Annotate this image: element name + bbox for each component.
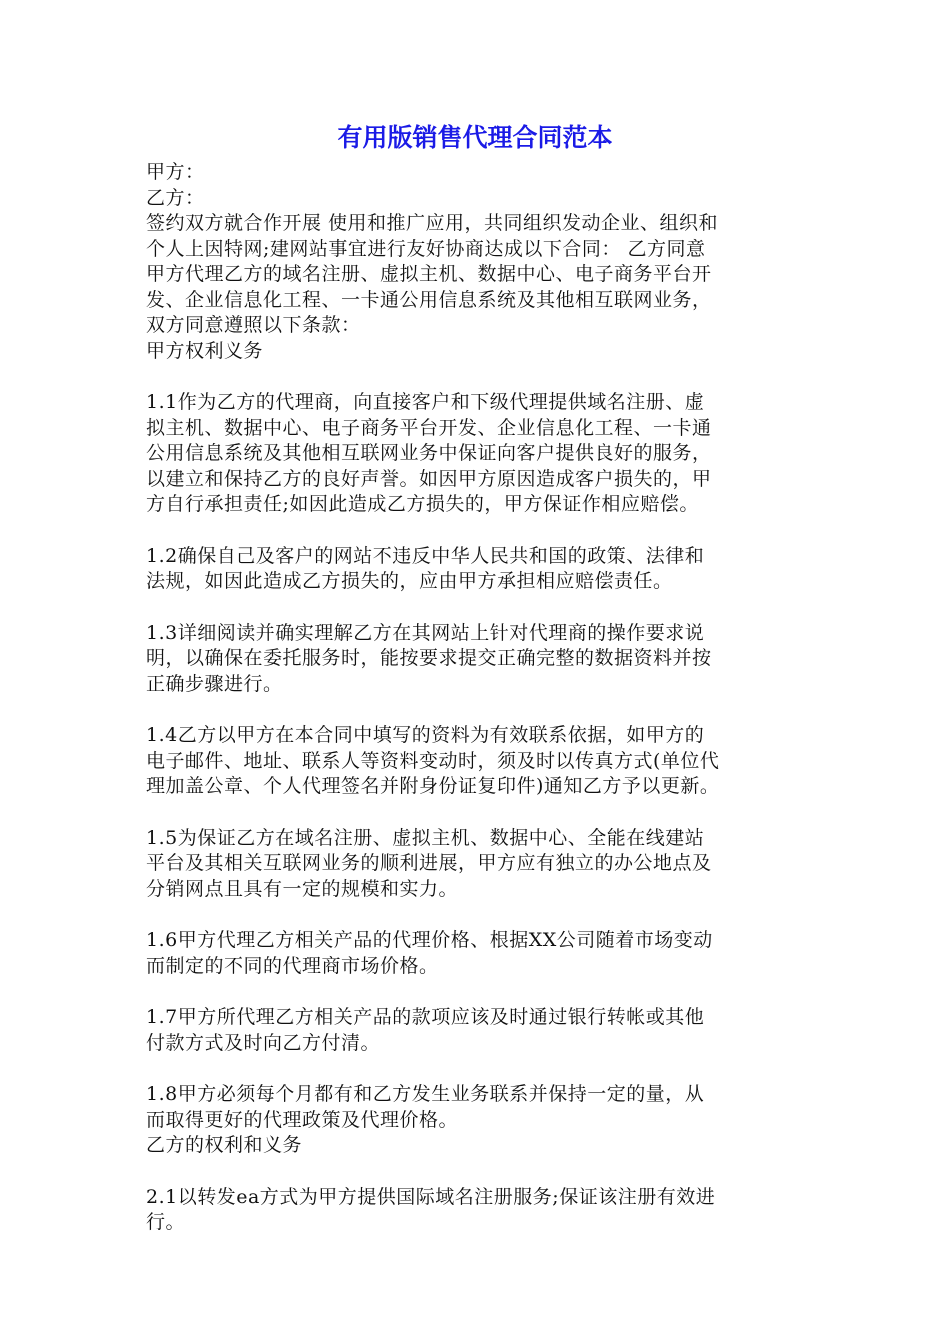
clause-line: 正确步骤进行。	[146, 672, 283, 695]
clause-line: 1.8甲方必须每个月都有和乙方发生业务联系并保持一定的量，从	[146, 1083, 705, 1105]
paragraph-gap	[146, 595, 814, 621]
document-title: 有用版销售代理合同范本	[337, 123, 613, 152]
paragraph-gap	[146, 697, 814, 723]
paragraph-gap	[146, 1056, 814, 1082]
intro-line: 发、企业信息化工程、一卡通公用信息系统及其他相互联网业务，	[146, 288, 712, 311]
clause-1-7	[146, 1005, 814, 1056]
paragraph-gap	[146, 1159, 814, 1185]
intro-line: 甲方代理乙方的域名注册、虚拟主机、数据中心、电子商务平台开	[146, 263, 712, 285]
clause-line: 公用信息系统及其他相互联网业务中保证向客户提供良好的服务，	[146, 442, 712, 464]
clause-line: 行。	[146, 1211, 186, 1233]
clause-1-4	[146, 723, 814, 800]
paragraph-gap	[146, 518, 814, 544]
paragraph-gap	[146, 979, 814, 1005]
clause-line: 而制定的不同的代理商市场价格。	[146, 954, 439, 977]
clause-1-3	[146, 621, 814, 698]
clause-line: 1.5为保证乙方在域名注册、虚拟主机、数据中心、全能在线建站	[146, 826, 705, 849]
clause-line: 明，以确保在委托服务时，能按要求提交正确完整的数据资料并按	[146, 647, 712, 669]
paragraph-gap	[146, 902, 814, 928]
document-body	[146, 160, 814, 1236]
clause-line: 而取得更好的代理政策及代理价格。	[146, 1108, 459, 1131]
clause-line: 1.1作为乙方的代理商，向直接客户和下级代理提供域名注册、虚	[146, 391, 705, 413]
clause-2-1	[146, 1185, 814, 1236]
clause-line: 方自行承担责任;如因此造成乙方损失的，甲方保证作相应赔偿。	[146, 493, 699, 515]
clause-line: 分销网点且具有一定的规模和实力。	[146, 877, 459, 900]
paragraph-gap	[146, 364, 814, 390]
clause-1-8	[146, 1082, 814, 1133]
clause-line: 理加盖公章、个人代理签名并附身份证复印件)通知乙方予以更新。	[146, 775, 720, 797]
clause-line: 1.6甲方代理乙方相关产品的代理价格、根据XX公司随着市场变动	[146, 929, 713, 951]
section-b-heading: 乙方的权利和义务	[146, 1134, 303, 1156]
paragraph-gap	[146, 800, 814, 826]
intro-line: 个人上因特网;建网站事宜进行友好协商达成以下合同： 乙方同意	[146, 237, 706, 260]
clause-line: 1.7甲方所代理乙方相关产品的款项应该及时通过银行转帐或其他	[146, 1006, 705, 1028]
clause-line: 电子邮件、地址、联系人等资料变动时，须及时以传真方式(单位代	[146, 749, 720, 772]
clause-line: 1.4乙方以甲方在本合同中填写的资料为有效联系依据，如甲方的	[146, 724, 705, 746]
clause-1-6	[146, 928, 814, 979]
intro-line: 双方同意遵照以下条款：	[146, 314, 361, 336]
clause-line: 1.3详细阅读并确实理解乙方在其网站上针对代理商的操作要求说	[146, 621, 705, 644]
clause-line: 付款方式及时向乙方付清。	[146, 1031, 381, 1054]
section-a-heading: 甲方权利义务	[146, 339, 264, 362]
clause-line: 平台及其相关互联网业务的顺利进展，甲方应有独立的办公地点及	[146, 852, 712, 874]
clause-line: 拟主机、数据中心、电子商务平台开发、企业信息化工程、一卡通	[146, 416, 712, 439]
clause-line: 1.2确保自己及客户的网站不违反中华人民共和国的政策、法律和	[146, 544, 705, 567]
clause-line: 法规，如因此造成乙方损失的，应由甲方承担相应赔偿责任。	[146, 570, 673, 592]
clause-1-5	[146, 826, 814, 903]
clause-line: 2.1以转发ea方式为甲方提供国际域名注册服务;保证该注册有效进	[146, 1185, 716, 1208]
clause-1-1	[146, 390, 814, 518]
party-b-label: 乙方：	[146, 186, 205, 209]
clause-line: 以建立和保持乙方的良好声誉。如因甲方原因造成客户损失的，甲	[146, 467, 712, 490]
intro-paragraph	[146, 211, 814, 339]
clause-1-2	[146, 544, 814, 595]
intro-line: 签约双方就合作开展 使用和推广应用，共同组织发动企业、组织和	[146, 212, 719, 234]
party-a-label: 甲方：	[146, 161, 205, 183]
